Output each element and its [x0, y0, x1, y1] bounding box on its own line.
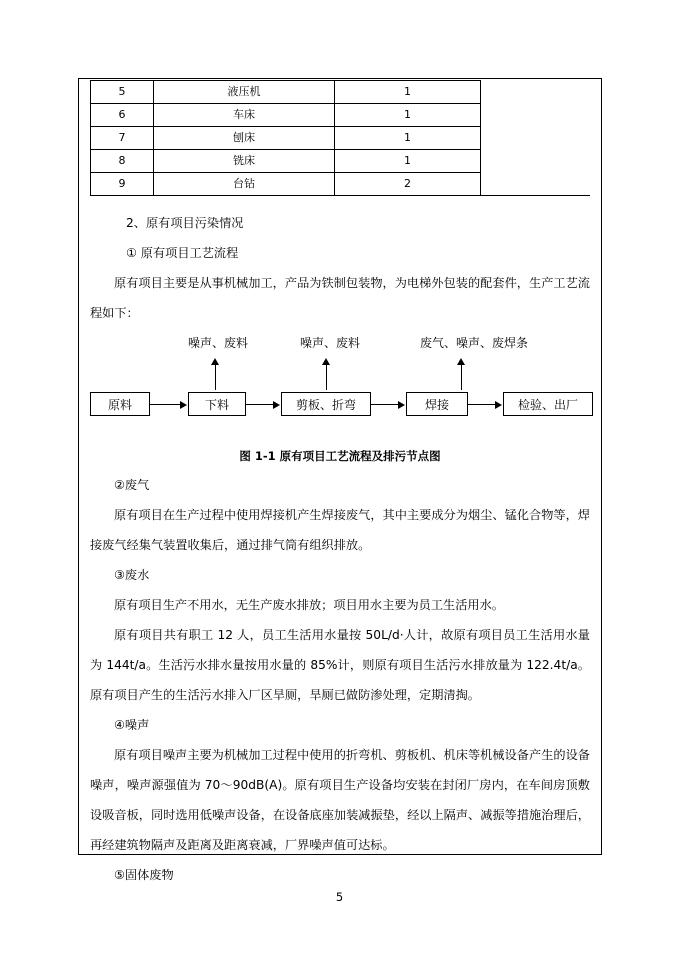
paragraph-waste-water-1: 原有项目生产不用水，无生产废水排放；项目用水主要为员工生活用水。 [114, 598, 504, 612]
emission-labels [90, 334, 590, 356]
section-heading-process: ① 原有项目工艺流程 [126, 246, 239, 260]
section-heading-pollution: 2、原有项目污染情况 [126, 216, 244, 230]
equipment-blank-cell [481, 173, 595, 196]
section-heading-waste-gas: ②废气 [114, 478, 150, 492]
flow-step-inspection-shipping: 检验、出厂 [503, 392, 593, 416]
equipment-qty: 1 [335, 127, 481, 150]
section-heading-noise: ④噪声 [114, 718, 150, 732]
equipment-no: 5 [91, 81, 154, 104]
paragraph-waste-water-2: 原有项目共有职工 12 人，员工生活用水量按 50L/d·人计，故原有项目员工生活用水量为 144t/a。生活污水排水量按用水量的 85%计，则原有项目生活污水排放量为 122.4t/a。原有项目产生的生活污水排入厂区旱厕，旱厕已做防渗处理，定期清掏。 [90, 628, 590, 702]
section-heading-waste-water: ③废水 [114, 568, 150, 582]
page-content [90, 80, 590, 890]
flow-connector-2 [246, 404, 276, 405]
emission-label-2: 噪声、废料 [300, 336, 361, 350]
flow-arrowhead-1 [180, 401, 187, 409]
equipment-name: 刨床 [154, 127, 335, 150]
equipment-blank-cell [481, 150, 595, 173]
equipment-name: 液压机 [154, 81, 335, 104]
flow-step-cutting: 下料 [188, 392, 246, 416]
table-row [91, 104, 595, 127]
flow-connector-1 [150, 404, 183, 405]
equipment-qty: 1 [335, 150, 481, 173]
equipment-qty: 2 [335, 173, 481, 196]
flow-step-welding: 焊接 [406, 392, 468, 416]
table-row [91, 150, 595, 173]
equipment-blank-cell [481, 104, 595, 127]
arrow-up-head-3 [457, 358, 465, 365]
flow-arrowhead-3 [398, 401, 405, 409]
equipment-no: 9 [91, 173, 154, 196]
equipment-name: 台钻 [154, 173, 335, 196]
emission-label-1: 噪声、废料 [188, 336, 249, 350]
equipment-no: 7 [91, 127, 154, 150]
arrow-up-head-1 [211, 358, 219, 365]
process-flow-diagram [90, 334, 590, 444]
equipment-no: 6 [91, 104, 154, 127]
flow-arrowhead-2 [273, 401, 280, 409]
equipment-no: 8 [91, 150, 154, 173]
equipment-qty: 1 [335, 104, 481, 127]
paragraph-waste-gas: 原有项目在生产过程中使用焊接机产生焊接废气，其中主要成分为烟尘、锰化合物等，焊接废气经集气装置收集后，通过排气筒有组织排放。 [90, 508, 590, 552]
table-row [91, 127, 595, 150]
flow-connector-4 [468, 404, 498, 405]
equipment-qty: 1 [335, 81, 481, 104]
emission-label-3: 废气、噪声、废焊条 [420, 336, 529, 350]
flow-steps [90, 392, 590, 418]
table-row [91, 81, 595, 104]
section-heading-solid-waste: ⑤固体废物 [114, 868, 174, 882]
figure-caption: 图 1-1 原有项目工艺流程及排污节点图 [239, 449, 441, 463]
flow-arrowhead-4 [495, 401, 502, 409]
equipment-name: 铣床 [154, 150, 335, 173]
arrow-up-head-2 [322, 358, 330, 365]
flow-step-shearing-bending: 剪板、折弯 [281, 392, 371, 416]
flow-step-raw-material: 原料 [90, 392, 150, 416]
flow-connector-3 [371, 404, 401, 405]
equipment-blank-cell [481, 81, 595, 104]
equipment-blank-cell [481, 127, 595, 150]
table-row [91, 173, 595, 196]
equipment-table [90, 80, 594, 196]
equipment-name: 车床 [154, 104, 335, 127]
paragraph-noise: 原有项目噪声主要为机械加工过程中使用的折弯机、剪板机、机床等机械设备产生的设备噪声，噪声源强值为 70～90dB(A)。原有项目生产设备均安装在封闭厂房内，在车间房顶敷设吸音板，同时选用低噪声设备，在设备底座加装减振垫，经以上隔声、减振等措施治理后，再经建筑物隔声及距离及距离衰减，厂界噪声值可达标。 [90, 748, 590, 852]
page-number: 5 [335, 890, 344, 904]
paragraph-process-intro: 原有项目主要是从事机械加工，产品为铁制包装物，为电梯外包装的配套件，生产工艺流程如下： [90, 276, 590, 320]
